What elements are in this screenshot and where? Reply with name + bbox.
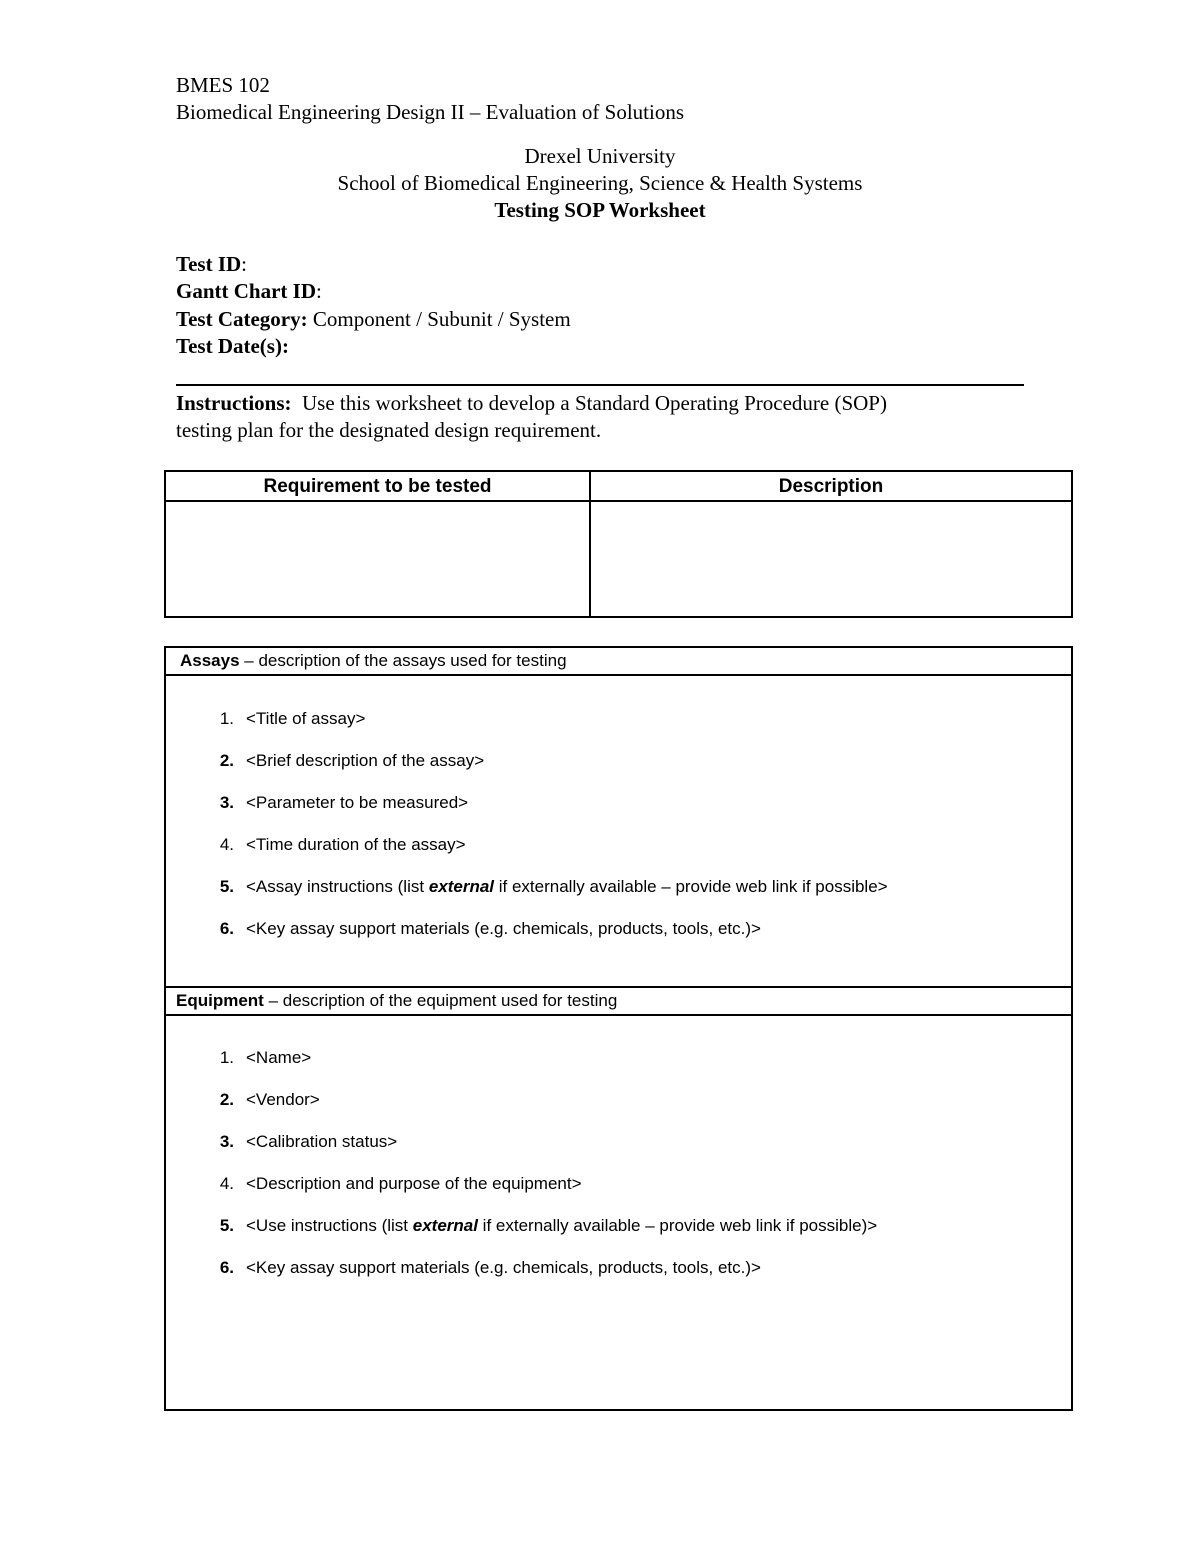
- instructions-text-1: Use this worksheet to develop a Standard Operating Procedure (SOP): [291, 391, 887, 415]
- test-category-label: Test Category:: [176, 307, 308, 331]
- page-title: Testing SOP Worksheet: [494, 198, 706, 222]
- course-code: BMES 102: [176, 73, 270, 97]
- list-item: 1. <Title of assay>: [219, 709, 366, 728]
- requirement-column-header: Requirement to be tested: [263, 476, 492, 497]
- gantt-chart-id-field: [176, 278, 322, 305]
- assays-list[interactable]: [166, 676, 1071, 986]
- equipment-subtitle: – description of the equipment used for testing: [263, 991, 618, 1010]
- equipment-section-header: [166, 986, 1071, 1016]
- divider: [176, 384, 1024, 386]
- list-item: 6. <Key assay support materials (e.g. chemicals, products, tools, etc.)>: [219, 919, 761, 938]
- list-item: 2. <Vendor>: [219, 1090, 320, 1109]
- test-id-field: [176, 251, 247, 278]
- equipment-list[interactable]: [166, 1016, 1071, 1409]
- list-item: 4. <Time duration of the assay>: [219, 835, 466, 854]
- course-title: Biomedical Engineering Design II – Evaluation of Solutions: [176, 100, 684, 124]
- list-item: 2. <Brief description of the assay>: [219, 751, 485, 770]
- requirement-table: [164, 470, 1073, 618]
- university-name: Drexel University: [524, 144, 676, 168]
- equipment-title: Equipment: [176, 991, 264, 1010]
- assays-section-header: [166, 648, 1071, 676]
- assays-title: Assays: [180, 651, 240, 670]
- list-item: 4. <Description and purpose of the equipment>: [219, 1174, 582, 1193]
- instructions-label: Instructions:: [176, 391, 292, 415]
- sop-details-table: [164, 646, 1073, 1411]
- list-item: 5. <Assay instructions (list external if externally available – provide web link if possible>: [219, 877, 888, 896]
- requirement-input-cell[interactable]: [166, 502, 589, 616]
- test-id-label: Test ID: [176, 252, 242, 276]
- test-dates-field: [176, 333, 289, 360]
- gantt-chart-id-label: Gantt Chart ID: [176, 279, 316, 303]
- gantt-chart-id-colon: :: [316, 279, 322, 303]
- test-dates-label: Test Date(s):: [176, 334, 289, 358]
- school-name: School of Biomedical Engineering, Science & Health Systems: [337, 171, 863, 195]
- list-item: 1. <Name>: [219, 1048, 312, 1067]
- list-item: 3. <Calibration status>: [219, 1132, 398, 1151]
- description-input-cell[interactable]: [591, 502, 1071, 616]
- list-item: 6. <Key assay support materials (e.g. chemicals, products, tools, etc.)>: [219, 1258, 761, 1277]
- assays-subtitle: – description of the assays used for testing: [239, 651, 567, 670]
- test-category-field: [176, 306, 571, 333]
- test-category-value: Component / Subunit / System: [307, 307, 571, 331]
- instructions-text-2: testing plan for the designated design requirement.: [176, 418, 602, 442]
- instructions-line-1: [176, 390, 887, 417]
- list-item: 5. <Use instructions (list external if externally available – provide web link if possible)>: [219, 1216, 878, 1235]
- test-id-colon: :: [241, 252, 247, 276]
- list-item: 3. <Parameter to be measured>: [219, 793, 469, 812]
- requirement-table-header: [166, 472, 1071, 502]
- description-column-header: Description: [778, 476, 884, 497]
